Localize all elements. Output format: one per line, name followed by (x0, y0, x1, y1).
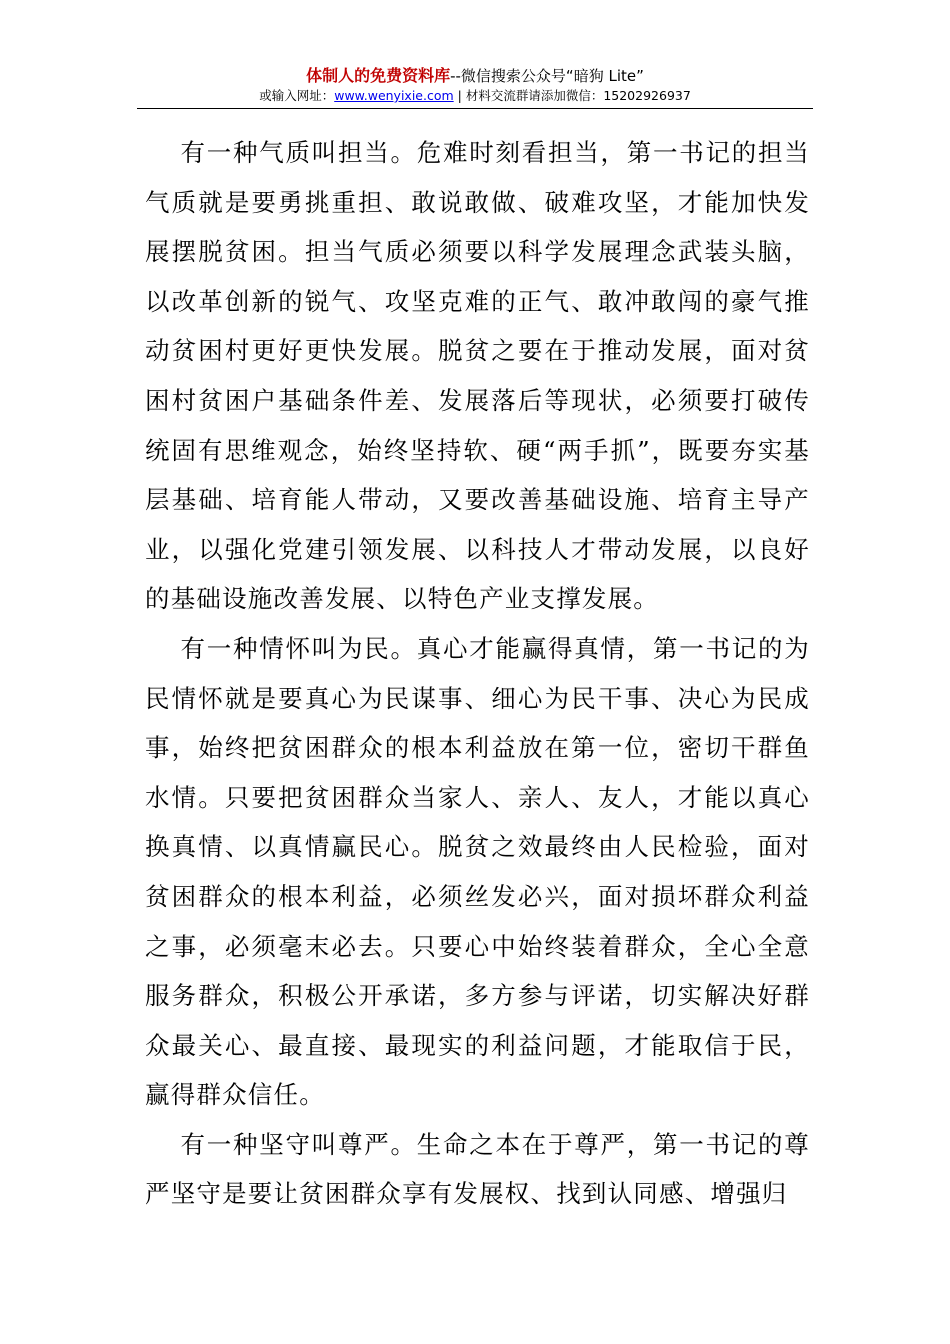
page-header (0, 66, 950, 105)
paragraph-3: 有一种坚守叫尊严。生命之本在于尊严，第一书记的尊严坚守是要让贫困群众享有发展权、找到认同感、增强归 (145, 1129, 810, 1209)
header-line-1 (0, 66, 950, 86)
url-prefix: 或输入网址： (259, 88, 335, 103)
contact-info: | 材料交流群请添加微信：15202926937 (453, 88, 691, 103)
paragraph-1: 有一种气质叫担当。危难时刻看担当，第一书记的担当气质就是要勇挑重担、敢说敢做、破难攻坚，才能加快发展摆脱贫困。担当气质必须要以科学发展理念武装头脑，以改革创新的锐气、攻坚克难的正气、敢冲敢闯的豪气推动贫困村更好更快发展。脱贫之要在于推动发展，面对贫困村贫困户基础条件差、发展落后等现状，必须要打破传统固有思维观念，始终坚持软、硬“两手抓”，既要夯实基层基础、培育能人带动，又要改善基础设施、培育主导产业，以强化党建引领发展、以科技人才带动发展，以良好的基础设施改善发展、以特色产业支撑发展。 (145, 138, 810, 614)
header-divider (137, 108, 813, 109)
website-link[interactable]: www.wenyixie.com (334, 88, 454, 103)
document-body (145, 128, 810, 1219)
header-line-2 (0, 87, 950, 105)
header-tagline: --微信搜索公众号“暗狗 Lite” (450, 67, 644, 85)
paragraph-2: 有一种情怀叫为民。真心才能赢得真情，第一书记的为民情怀就是要真心为民谋事、细心为民干事、决心为民成事，始终把贫困群众的根本利益放在第一位，密切干群鱼水情。只要把贫困群众当家人、亲人、友人，才能以真心换真情、以真情赢民心。脱贫之效最终由人民检验，面对贫困群众的根本利益，必须丝发必兴，面对损坏群众利益之事，必须毫末必去。只要心中始终装着群众，全心全意服务群众，积极公开承诺，多方参与评诺，切实解决好群众最关心、最直接、最现实的利益问题，才能取信于民，赢得群众信任。 (145, 633, 810, 1110)
brand-title: 体制人的免费资料库 (306, 66, 451, 85)
